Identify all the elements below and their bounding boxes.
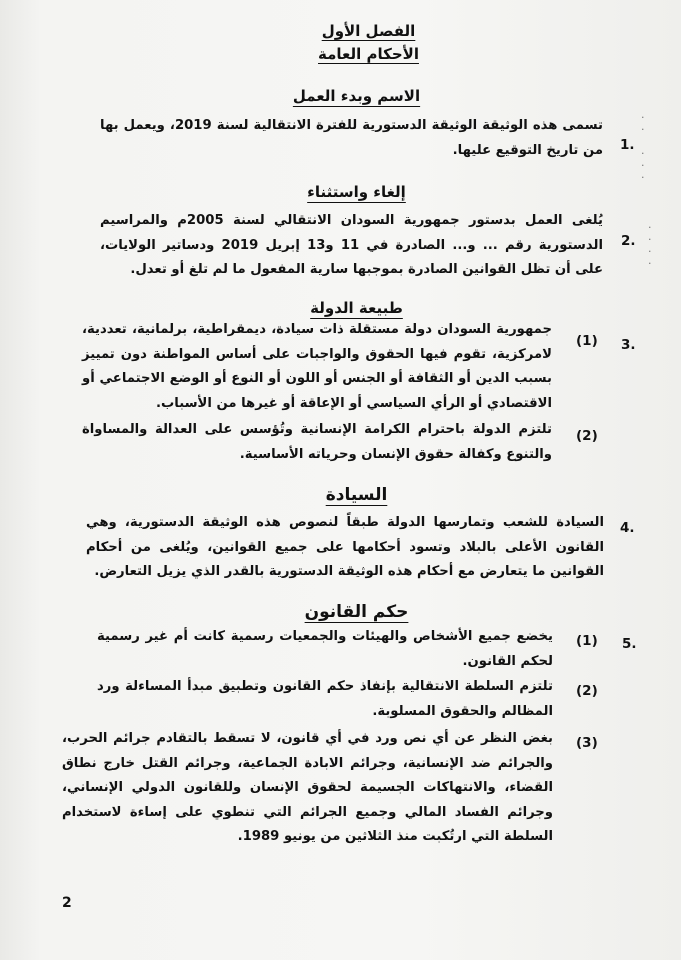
clause-text: تلتزم السلطة الانتقالية بإنفاذ حكم القانون وتطبيق مبدأ المساءلة ورد المظالم والحقوق المسلوبة. (97, 679, 553, 719)
clause-text: يخضع جميع الأشخاص والهيئات والجمعيات رسمية كانت أم غير رسمية لحكم القانون. (97, 629, 553, 669)
article-number: 4. (620, 520, 635, 536)
article-text: السيادة للشعب وتمارسها الدولة طبقاً لنصوص هذه الوثيقة الدستورية، وهي القانون الأعلى بالبلاد وتسود أحكامها على جميع القوانين، ويُلغى من أحكام القوانين ما يتعارض مع أحكام هذه الوثيقة الدستورية بالقدر الذي يزيل التعارض. (86, 515, 604, 579)
section-heading-sovereignty: السيادة (325, 485, 388, 505)
clause-text: بغض النظر عن أي نص ورد في أي قانون، لا تسقط بالتقادم جرائم الحرب، والجرائم ضد الإنسانية، وجرائم الابادة الجماعية، وجرائم القتل خارج نطاق القضاء، والانتهاكات الجسيمة لحقوق الإنسان وللقانون الدولي الإنساني، وجرائم الفساد المالي وجميع الجرائم التي تنطوي على إساءة لاستخدام السلطة التي ارتُكبت منذ الثلاثين من يونيو 1989. (62, 731, 553, 844)
section-heading-nature-of-state: طبيعة الدولة (310, 299, 403, 317)
chapter-subtitle: الأحكام العامة (318, 45, 419, 63)
scan-specks: · · · · (648, 221, 652, 270)
chapter-title: الفصل الأول (321, 22, 416, 40)
article-number: 2. (621, 233, 636, 249)
clause-label: (1) (576, 633, 598, 649)
scan-specks: · · · · · (641, 111, 645, 184)
section-heading-name-commencement: الاسم وبدء العمل (292, 87, 421, 105)
clause-text: جمهورية السودان دولة مستقلة ذات سيادة، ديمقراطية، برلمانية، تعددية، لامركزية، تقوم فيها الحقوق والواجبات على أساس المواطنة دون تمييز بسبب الدين أو الثقافة أو الجنس أو اللون أو النوع أو الوضع الاجتماعي أو الاقتصادي أو الرأي السياسي أو الإعاقة أو غيرها من الأسباب. (82, 322, 552, 411)
article-number: 3. (621, 337, 636, 353)
article-number: 5. (622, 636, 637, 652)
article-text: تسمى هذه الوثيقة الوثيقة الدستورية للفترة الانتقالية لسنة 2019، ويعمل بها من تاريخ التوقيع عليها. (100, 118, 603, 158)
clause-label: (1) (576, 333, 598, 349)
clause-label: (2) (576, 683, 598, 699)
clause-text: تلتزم الدولة باحترام الكرامة الإنسانية وتُؤسس على العدالة والمساواة والتنوع وكفالة حقوق الإنسان وحرياته الأساسية. (82, 422, 552, 462)
section-heading-rule-of-law: حكم القانون (304, 602, 409, 622)
article-number: 1. (620, 137, 635, 153)
clause-label: (3) (576, 735, 598, 751)
page-number: 2 (62, 895, 72, 911)
article-text: يُلغى العمل بدستور جمهورية السودان الانتقالي لسنة 2005م والمراسيم الدستورية رقم ... و... الصادرة في 11 و13 إبريل 2019 ودساتير الولايات، على أن تظل القوانين الصادرة بموجبها سارية المفعول ما لم تلغ أو تعدل. (100, 213, 604, 277)
clause-label: (2) (576, 428, 598, 444)
section-heading-repeal-exception: إلغاء واستثناء (307, 183, 406, 201)
